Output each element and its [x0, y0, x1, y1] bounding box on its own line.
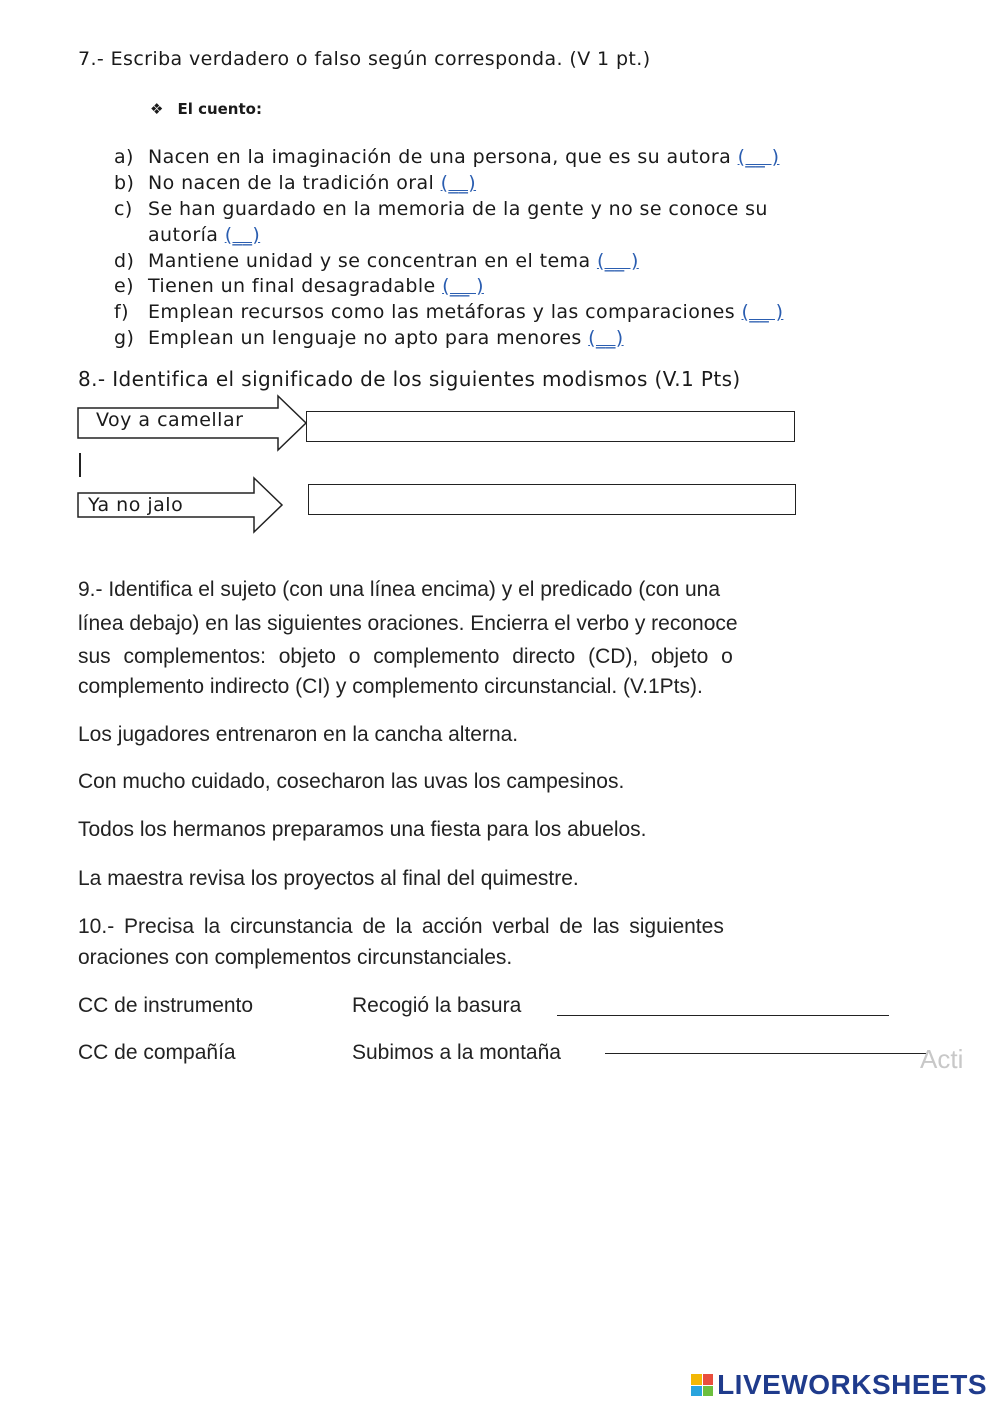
q9-line-4: complemento indirecto (CI) y complemento circunstancial. (V.1Pts).	[78, 675, 703, 698]
q9-sentence-2: Con mucho cuidado, cosecharon las uvas los campesinos.	[78, 770, 625, 793]
q10-row-1-label: CC de instrumento	[78, 994, 254, 1017]
q7-answer-blank[interactable]: (__)	[224, 224, 261, 246]
q7-subtitle-row	[150, 100, 262, 118]
q8-title: 8.- Identifica el significado de los siguientes modismos (V.1 Pts)	[78, 367, 741, 391]
idiom-label-2: Ya no jalo	[88, 494, 184, 516]
q9-line-1: 9.- Identifica el sujeto (con una línea encima) y el predicado (con una	[78, 578, 721, 601]
q10-row-2-label: CC de compañía	[78, 1041, 236, 1064]
q7-answer-blank[interactable]: (__ )	[442, 275, 484, 297]
q7-item-letter: g)	[114, 327, 135, 349]
q7-answer-blank[interactable]: (__ )	[737, 146, 780, 168]
q7-item	[114, 146, 779, 168]
q7-item-text: Tienen un final desagradable	[148, 275, 443, 297]
q10-row-2-sentence: Subimos a la montaña	[352, 1041, 561, 1064]
q7-item-letter: f)	[114, 301, 129, 323]
q7-item-letter: c)	[114, 198, 133, 220]
q7-item	[114, 275, 484, 297]
q7-item-letter: e)	[114, 275, 134, 297]
brand-logo	[691, 1369, 987, 1401]
q7-item	[114, 301, 783, 323]
activation-watermark: Acti	[920, 1044, 964, 1074]
q9-line-3: sus complementos: objeto o complemento directo (CD), objeto o	[78, 645, 733, 668]
q7-item	[114, 198, 768, 220]
q9-sentence-4: La maestra revisa los proyectos al final del quimestre.	[78, 867, 579, 890]
q9-sentence-3: Todos los hermanos preparamos una fiesta para los abuelos.	[78, 818, 647, 841]
q7-subtitle: El cuento:	[177, 100, 262, 118]
q7-item-letter: a)	[114, 146, 134, 168]
idiom-answer-box-2[interactable]	[308, 484, 796, 515]
q10-row-2-answer-line[interactable]	[605, 1053, 927, 1054]
q7-answer-blank[interactable]: (__)	[588, 327, 624, 349]
q10-row-1-answer-line[interactable]	[557, 1015, 889, 1016]
idiom-label-1: Voy a camellar	[96, 409, 244, 431]
q7-item-letter: b)	[114, 172, 135, 194]
q7-item-text: Nacen en la imaginación de una persona, que es su autora	[148, 146, 738, 168]
q7-item-letter: d)	[114, 250, 135, 272]
q10-line-2: oraciones con complementos circunstanciales.	[78, 946, 513, 969]
liveworksheets-logo-icon	[691, 1374, 713, 1396]
idiom-answer-box-1[interactable]	[306, 411, 795, 442]
q7-item-text: Se han guardado en la memoria de la gente y no se conoce su	[148, 198, 768, 220]
q7-item	[114, 172, 476, 194]
q7-answer-blank[interactable]: (__)	[440, 172, 477, 194]
brand-name: LIVEWORKSHEETS	[717, 1369, 987, 1400]
q7-item-text: Emplean recursos como las metáforas y las comparaciones	[148, 301, 742, 323]
q7-answer-blank[interactable]: (__ )	[596, 250, 639, 272]
text-cursor	[79, 453, 81, 477]
q10-row-1-sentence: Recogió la basura	[352, 994, 522, 1017]
q7-title: 7.- Escriba verdadero o falso según corresponda. (V 1 pt.)	[78, 48, 651, 70]
diamond-bullet-icon: ❖	[150, 100, 164, 118]
q7-item	[114, 224, 260, 246]
q7-item	[114, 250, 639, 272]
q7-answer-blank[interactable]: (__ )	[741, 301, 784, 323]
q7-item-text: Mantiene unidad y se concentran en el tema	[148, 250, 597, 272]
q7-item-text: autoría	[148, 224, 225, 246]
q7-item-text: Emplean un lenguaje no apto para menores	[148, 327, 589, 349]
q10-line-1: 10.- Precisa la circunstancia de la acción verbal de las siguientes	[78, 915, 724, 938]
q7-item-text: No nacen de la tradición oral	[148, 172, 441, 194]
q7-item	[114, 327, 624, 349]
q9-sentence-1: Los jugadores entrenaron en la cancha alterna.	[78, 723, 519, 746]
q9-line-2: línea debajo) en las siguientes oraciones. Encierra el verbo y reconoce	[78, 612, 738, 635]
